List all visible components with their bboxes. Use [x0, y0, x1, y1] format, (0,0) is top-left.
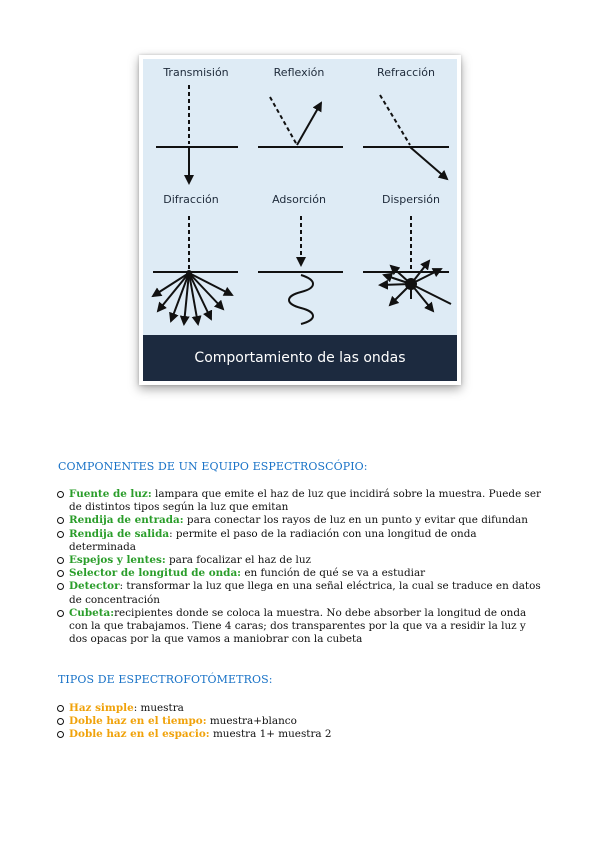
item-description: muestra 1+ muestra 2 — [209, 728, 332, 741]
item-term: Haz simple — [69, 702, 134, 714]
item-description: para conectar los rayos de luz en un punto y evitar que difundan — [183, 514, 528, 527]
list-item — [56, 567, 546, 580]
circle-bullet-icon — [57, 557, 64, 564]
item-term: Cubeta: — [69, 606, 115, 619]
circle-bullet-icon — [57, 570, 64, 577]
item-term: Doble haz en el espacio: — [69, 728, 210, 741]
list-item — [56, 580, 546, 606]
label-reflexion: Reflexión — [273, 66, 325, 79]
list-item — [56, 554, 546, 567]
section-title-tipos: TIPOS DE ESPECTROFOTÓMETROS: — [58, 673, 273, 686]
item-term: Rendija de salida — [69, 527, 170, 540]
dispersion-diagram — [363, 216, 451, 311]
item-term: Rendija de entrada: — [69, 514, 184, 527]
list-item — [56, 702, 546, 715]
figure-caption-bar — [143, 335, 457, 381]
item-description: : transformar la luz que llega en una señal eléctrica, la cual se traduce en datos de concentración — [69, 580, 541, 606]
item-description: lampara que emite el haz de luz que incidirá sobre la muestra. Puede ser de distintos tipos según la luz que emitan — [69, 488, 541, 514]
item-description: : permite el paso de la radiación con una longitud de onda determinada — [69, 527, 477, 553]
label-refraccion: Refracción — [377, 66, 435, 79]
item-term: Fuente de luz: — [69, 488, 152, 500]
diffraction-point — [186, 270, 192, 276]
circle-bullet-icon — [57, 491, 64, 498]
label-difraccion: Difracción — [163, 193, 219, 206]
label-adsorcion: Adsorción — [272, 193, 326, 206]
list-item — [56, 607, 546, 647]
label-transmision: Transmisión — [163, 66, 229, 79]
circle-bullet-icon — [57, 583, 64, 590]
list-item — [56, 514, 546, 527]
circle-bullet-icon — [57, 517, 64, 524]
label-dispersion: Dispersión — [381, 193, 441, 206]
item-description: recipientes donde se coloca la muestra. No debe absorber la longitud de onda con la que trabajamos. Tiene 4 caras; dos transparentes por la que va a residir la luz y dos opacas por la que vamos a maniobrar con la cubeta — [69, 606, 527, 646]
item-term: Espejos y lentes: — [69, 554, 166, 567]
list-item — [56, 728, 546, 741]
transmission-diagram — [156, 85, 238, 183]
wave-diagram — [143, 59, 457, 381]
item-term: Detector — [69, 580, 120, 593]
figure-panel — [143, 59, 457, 381]
circle-bullet-icon — [57, 610, 64, 617]
item-description: para focalizar el haz de luz — [165, 554, 312, 567]
adsorption-diagram — [258, 216, 343, 324]
item-description: : muestra — [133, 702, 184, 714]
list-item — [56, 488, 546, 514]
reflection-diagram — [258, 97, 343, 147]
circle-bullet-icon — [57, 731, 64, 738]
refraction-diagram — [363, 95, 449, 179]
item-description: en función de qué se va a estudiar — [241, 567, 426, 580]
dispersion-particle — [405, 278, 417, 290]
circle-bullet-icon — [57, 531, 64, 538]
diffraction-diagram — [153, 216, 238, 324]
item-term: Doble haz en el tiempo: — [69, 715, 207, 728]
item-term: Selector de longitud de onda: — [69, 567, 242, 580]
item-description: muestra+blanco — [206, 715, 297, 728]
componentes-list — [56, 488, 546, 646]
circle-bullet-icon — [57, 705, 64, 712]
wave-behavior-figure — [139, 55, 461, 385]
list-item — [56, 715, 546, 728]
list-item — [56, 528, 546, 554]
figure-caption: Comportamiento de las ondas — [194, 350, 406, 366]
section-title-componentes: COMPONENTES DE UN EQUIPO ESPECTROSCÓPIO: — [58, 460, 368, 473]
circle-bullet-icon — [57, 718, 64, 725]
tipos-list — [56, 702, 546, 742]
